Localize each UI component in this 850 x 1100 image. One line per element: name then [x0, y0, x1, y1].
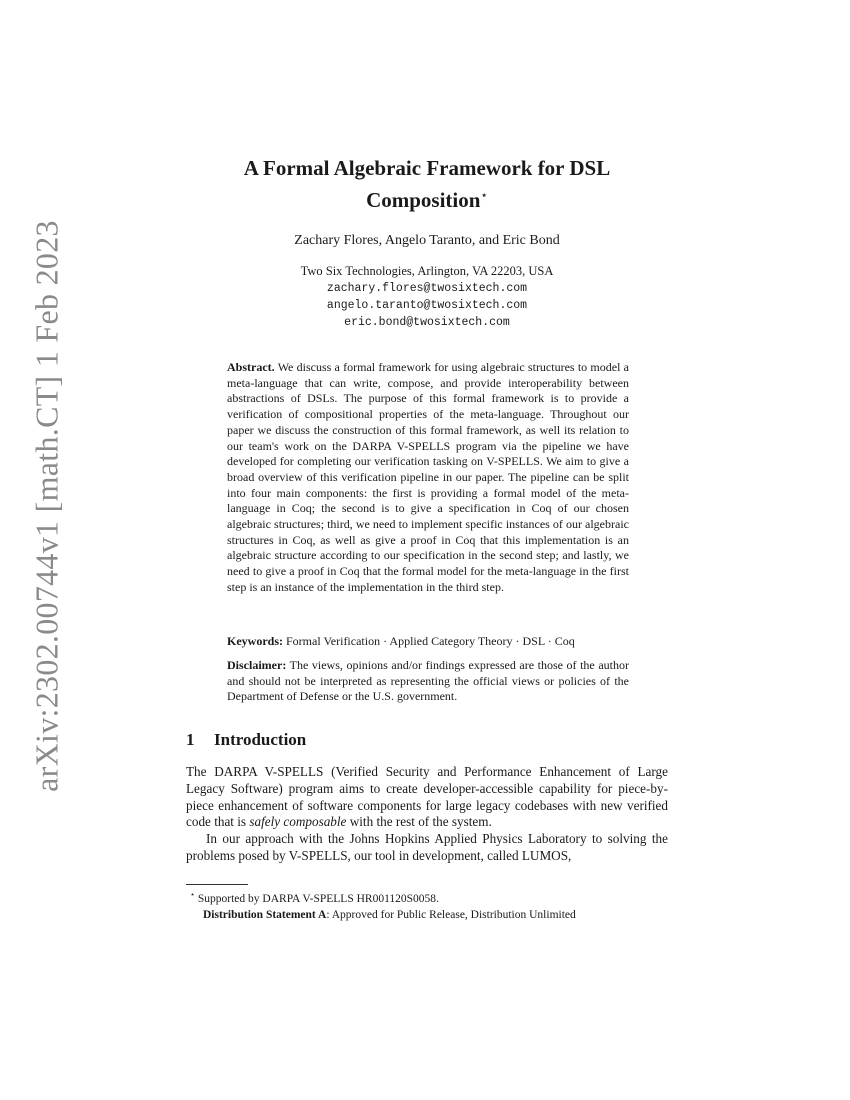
intro-paragraph-2: In our approach with the Johns Hopkins Applied Physics Laboratory to solving the problems posed by V-SPELLS, our tool in development, called LUMOS, — [186, 831, 668, 863]
affiliation-block — [186, 263, 668, 331]
section-number: 1 — [186, 730, 195, 749]
disclaimer-label: Disclaimer: — [227, 658, 287, 672]
intro-text: with the rest of the system. — [346, 814, 492, 830]
keywords-text: Formal Verification · Applied Category Theory · DSL · Coq — [286, 634, 575, 648]
introduction-body — [186, 764, 668, 865]
affiliation: Two Six Technologies, Arlington, VA 22203, USA — [300, 264, 554, 278]
intro-paragraph-1 — [186, 764, 668, 831]
distribution-text: : Approved for Public Release, Distribution Unlimited — [326, 909, 576, 921]
keywords-label: Keywords: — [227, 634, 283, 648]
section-title: Introduction — [214, 730, 307, 749]
footnote-text: Supported by DARPA V-SPELLS HR001120S0058. — [197, 892, 439, 905]
email-link[interactable]: angelo.taranto@twosixtech.com — [326, 299, 528, 312]
abstract — [227, 360, 629, 596]
title-footnote-marker: ⋆ — [480, 188, 488, 202]
distribution-label: Distribution Statement A — [203, 909, 327, 921]
disclaimer-text: The views, opinions and/or findings expressed are those of the author and should not be interpreted as representing the official views or policies of the Department of Defense or the U.S. government. — [227, 658, 629, 704]
email-link[interactable]: zachary.flores@twosixtech.com — [326, 282, 528, 295]
title-line-2 — [186, 182, 668, 214]
footnote-marker: ⋆ — [190, 890, 196, 899]
title-line-2-text: Composition — [366, 188, 481, 212]
footnote-divider — [186, 884, 248, 885]
paper-title — [186, 155, 668, 214]
disclaimer — [227, 658, 629, 705]
abstract-text: We discuss a formal framework for using algebraic structures to model a meta-language that can write, compose, and provide interoperability between abstractions of DSLs. The purpose of this formal framework is to provide a verification of compositional properties of the meta-language. Throughout our paper we discuss the construction of this formal framework, as well its relation to our team's work on the DARPA V-SPELLS program via the pipeline we have developed for completing our verification tasking on V-SPELLS. We aim to give a broad overview of this verification pipeline in our paper. The pipeline can be split into four main components: the first is providing a formal model of the meta-language in Coq; the second is to give a specification in Coq of our chosen algebraic structures; third, we need to implement specific instances of our algebraic structures in Coq, as well as give a proof in Coq that this implementation is an algebraic structure according to our specification in the second step; and lastly, we need to give a proof in Coq that the formal model for the meta-language in the first step is an instance of the implementation in the third step. — [227, 360, 629, 594]
section-heading — [186, 730, 306, 750]
abstract-label: Abstract. — [227, 360, 275, 374]
distribution-statement — [203, 909, 576, 921]
footnote — [190, 890, 439, 905]
author-list: Zachary Flores, Angelo Taranto, and Eric Bond — [294, 233, 560, 248]
intro-text: The DARPA V-SPELLS (Verified Security and Performance Enhancement of Large Legacy Software) program aims to create developer-accessible capability for piece-by-piece enhancement of software components for large legacy codebases with new verified code that is — [186, 764, 668, 830]
intro-emphasis: safely composable — [249, 814, 347, 830]
arxiv-identifier: arXiv:2302.00744v1 [math.CT] 1 Feb 2023 — [28, 220, 65, 792]
email-link[interactable]: eric.bond@twosixtech.com — [344, 316, 510, 329]
title-line-1: A Formal Algebraic Framework for DSL — [243, 156, 611, 180]
keywords — [227, 634, 629, 650]
